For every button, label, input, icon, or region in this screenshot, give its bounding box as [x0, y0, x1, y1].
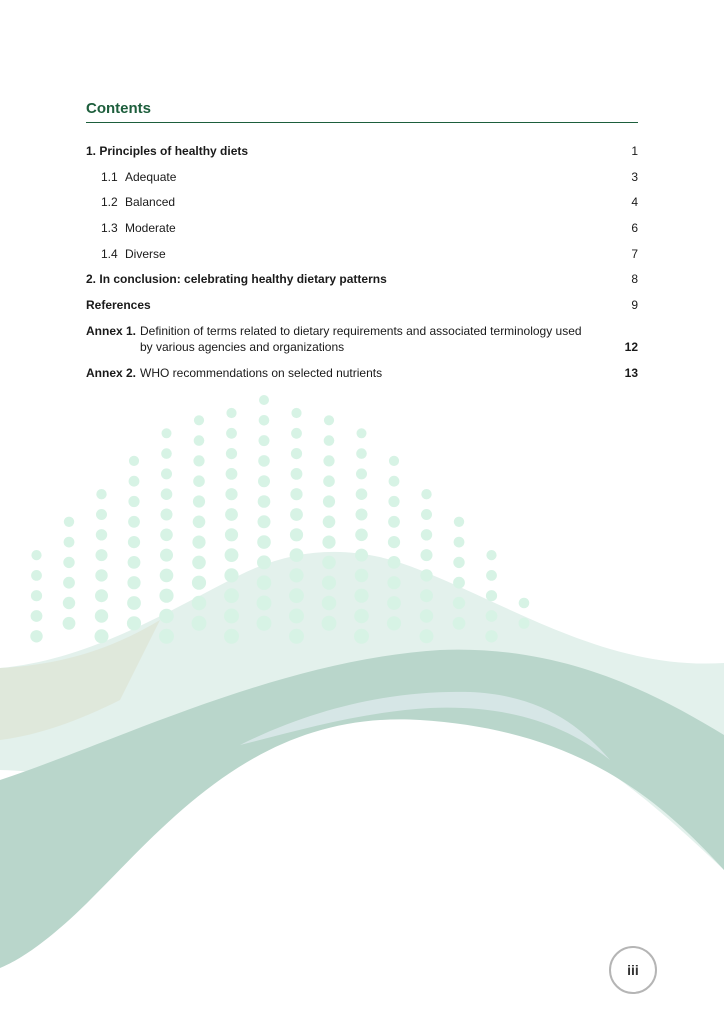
pattern-dot: [225, 548, 239, 562]
toc-page-number: 6: [631, 221, 638, 236]
page-number-badge: iii: [609, 946, 657, 994]
pattern-dot: [387, 596, 401, 610]
pattern-dot: [192, 576, 206, 590]
pattern-dot: [355, 529, 368, 542]
pattern-dot: [128, 516, 140, 528]
pattern-dot: [322, 556, 336, 570]
pattern-dot: [355, 549, 368, 562]
pattern-dot: [420, 629, 434, 643]
pattern-dot: [322, 576, 336, 590]
pattern-dot: [159, 589, 173, 603]
pattern-dot: [224, 609, 239, 624]
pattern-dot: [289, 609, 304, 624]
toc-entry-references[interactable]: References 9: [86, 298, 638, 313]
pattern-dot: [389, 476, 400, 487]
pattern-dot: [128, 496, 139, 507]
pattern-dot: [128, 536, 140, 548]
pattern-dot: [129, 456, 139, 466]
pattern-dot: [96, 529, 107, 540]
pattern-dot: [160, 549, 173, 562]
pattern-dot: [31, 610, 43, 622]
pattern-dot: [257, 555, 271, 569]
pattern-dot: [257, 535, 271, 549]
pattern-dot: [258, 455, 270, 467]
pattern-dot: [161, 468, 172, 479]
pattern-dot: [224, 588, 239, 603]
pattern-dot: [322, 536, 335, 549]
toc-entry-balanced[interactable]: 1.2 Balanced 4: [101, 195, 638, 210]
pattern-dot: [225, 528, 238, 541]
pattern-dot: [127, 596, 141, 610]
pattern-dot: [96, 489, 106, 499]
pattern-dot: [354, 629, 369, 644]
pattern-dot: [323, 516, 336, 529]
pattern-dot: [290, 548, 304, 562]
pattern-dot: [421, 489, 431, 499]
pattern-dot: [257, 596, 272, 611]
pattern-dot: [95, 629, 109, 643]
pattern-dot: [160, 569, 174, 583]
pattern-dot: [420, 609, 433, 622]
pattern-dot: [193, 475, 205, 487]
pattern-dot: [454, 517, 464, 527]
pattern-dot: [63, 617, 76, 630]
pattern-dot: [31, 570, 42, 581]
pattern-dot: [453, 577, 465, 589]
pattern-dot: [389, 456, 399, 466]
pattern-dot: [354, 609, 369, 624]
pattern-dot: [324, 435, 335, 446]
pattern-dot: [290, 528, 303, 541]
toc-page-number: 12: [624, 339, 638, 354]
pattern-dot: [323, 495, 335, 507]
pattern-dot: [161, 448, 172, 459]
toc-entry-moderate[interactable]: 1.3 Moderate 6: [101, 221, 638, 236]
pattern-dot: [485, 630, 497, 642]
pattern-dot: [453, 617, 466, 630]
pattern-dot: [453, 557, 464, 568]
pattern-dot: [162, 428, 172, 438]
pattern-dot: [291, 448, 302, 459]
pattern-dot: [388, 536, 400, 548]
pattern-dot: [354, 589, 368, 603]
pattern-dot: [95, 569, 107, 581]
pattern-dot: [226, 468, 238, 480]
toc-entry-annex-2[interactable]: Annex 2. WHO recommendations on selected nutrients 13: [86, 365, 638, 380]
pattern-dot: [31, 550, 41, 560]
pattern-dot: [128, 556, 141, 569]
pattern-dot: [258, 515, 271, 528]
pattern-dot: [388, 556, 401, 569]
pattern-dot: [31, 590, 42, 601]
pattern-dot: [486, 550, 496, 560]
pattern-dot: [291, 428, 302, 439]
pattern-dot: [257, 575, 272, 590]
pattern-dot: [159, 609, 174, 624]
pattern-dot: [64, 537, 75, 548]
toc-entry-diverse[interactable]: 1.4 Diverse 7: [101, 246, 638, 261]
pattern-dot: [454, 537, 465, 548]
pattern-dot: [519, 598, 530, 609]
pattern-dot: [357, 428, 367, 438]
pattern-dot: [192, 556, 206, 570]
pattern-dot: [160, 529, 173, 542]
pattern-dot: [291, 408, 301, 418]
pattern-dot: [289, 629, 304, 644]
pattern-dot: [290, 488, 302, 500]
pattern-dot: [129, 476, 140, 487]
pattern-dot: [225, 488, 237, 500]
pattern-dot: [289, 568, 303, 582]
pattern-dot: [95, 589, 108, 602]
pattern-dot: [259, 395, 269, 405]
pattern-dot: [257, 616, 272, 631]
toc-page-number: 3: [631, 169, 638, 184]
pattern-dot: [259, 415, 270, 426]
pattern-dot: [387, 576, 400, 589]
pattern-dot: [193, 516, 206, 529]
pattern-dot: [224, 629, 239, 644]
pattern-dot: [159, 629, 174, 644]
pattern-dot: [356, 468, 367, 479]
table-of-contents: [86, 100, 638, 390]
pattern-dot: [355, 569, 369, 583]
toc-page-number: 13: [624, 365, 638, 380]
pattern-dot: [127, 616, 141, 630]
pattern-dot: [420, 569, 432, 581]
pattern-dot: [322, 616, 337, 631]
pattern-dot: [96, 549, 108, 561]
pattern-dot: [226, 408, 236, 418]
pattern-dot: [225, 508, 238, 521]
pattern-dot: [95, 609, 108, 622]
pattern-dot: [127, 576, 140, 589]
pattern-dot: [421, 549, 433, 561]
contents-heading: Contents: [86, 100, 638, 123]
pattern-dot: [224, 568, 238, 582]
pattern-dot: [421, 509, 432, 520]
toc-page-number: 8: [631, 272, 638, 287]
pattern-dot: [322, 596, 337, 611]
toc-page-number: 4: [631, 195, 638, 210]
toc-page-number: 9: [631, 298, 638, 313]
pattern-dot: [258, 495, 271, 508]
pattern-dot: [96, 509, 107, 520]
pattern-dot: [194, 435, 205, 446]
toc-entry-conclusion[interactable]: 2. In conclusion: celebrating healthy dietary patterns 8: [86, 272, 638, 287]
pattern-dot: [259, 435, 270, 446]
pattern-dot: [486, 590, 497, 601]
pattern-dot: [192, 536, 205, 549]
pattern-dot: [421, 529, 432, 540]
pattern-dot: [356, 488, 368, 500]
pattern-dot: [323, 455, 334, 466]
pattern-dot: [519, 618, 530, 629]
pattern-dot: [226, 448, 237, 459]
pattern-dot: [289, 588, 304, 603]
pattern-dot: [324, 415, 334, 425]
pattern-dot: [194, 415, 204, 425]
pattern-dot: [192, 596, 207, 611]
pattern-dot: [388, 496, 399, 507]
toc-entry-annex-1[interactable]: Annex 1. Definition of terms related to dietary requirements and associated terminology used by various agencies and organizations 12: [86, 323, 638, 354]
pattern-dot: [63, 597, 75, 609]
pattern-dot: [63, 557, 74, 568]
pattern-dot: [387, 616, 401, 630]
pattern-dot: [290, 508, 303, 521]
pattern-dot: [356, 448, 367, 459]
pattern-dot: [226, 428, 237, 439]
pattern-dot: [258, 475, 270, 487]
pattern-dot: [193, 455, 204, 466]
toc-page-number: 1: [631, 144, 638, 158]
toc-entry-adequate[interactable]: 1.1 Adequate 3: [101, 169, 638, 184]
pattern-dot: [486, 570, 497, 581]
pattern-dot: [356, 509, 368, 521]
pattern-dot: [453, 597, 465, 609]
pattern-dot: [486, 610, 498, 622]
pattern-dot: [64, 517, 74, 527]
pattern-dot: [420, 589, 433, 602]
toc-page-number: 7: [631, 246, 638, 261]
pattern-dot: [388, 516, 400, 528]
pattern-dot: [30, 630, 42, 642]
toc-entries: [86, 143, 638, 381]
pattern-dot: [161, 509, 173, 521]
pattern-dot: [323, 475, 335, 487]
pattern-dot: [192, 616, 207, 631]
pattern-dot: [291, 468, 303, 480]
pattern-dot: [161, 488, 173, 500]
toc-entry-principles[interactable]: 1. Principles of healthy diets 1: [86, 144, 638, 158]
pattern-dot: [63, 577, 75, 589]
pattern-dot: [193, 495, 205, 507]
